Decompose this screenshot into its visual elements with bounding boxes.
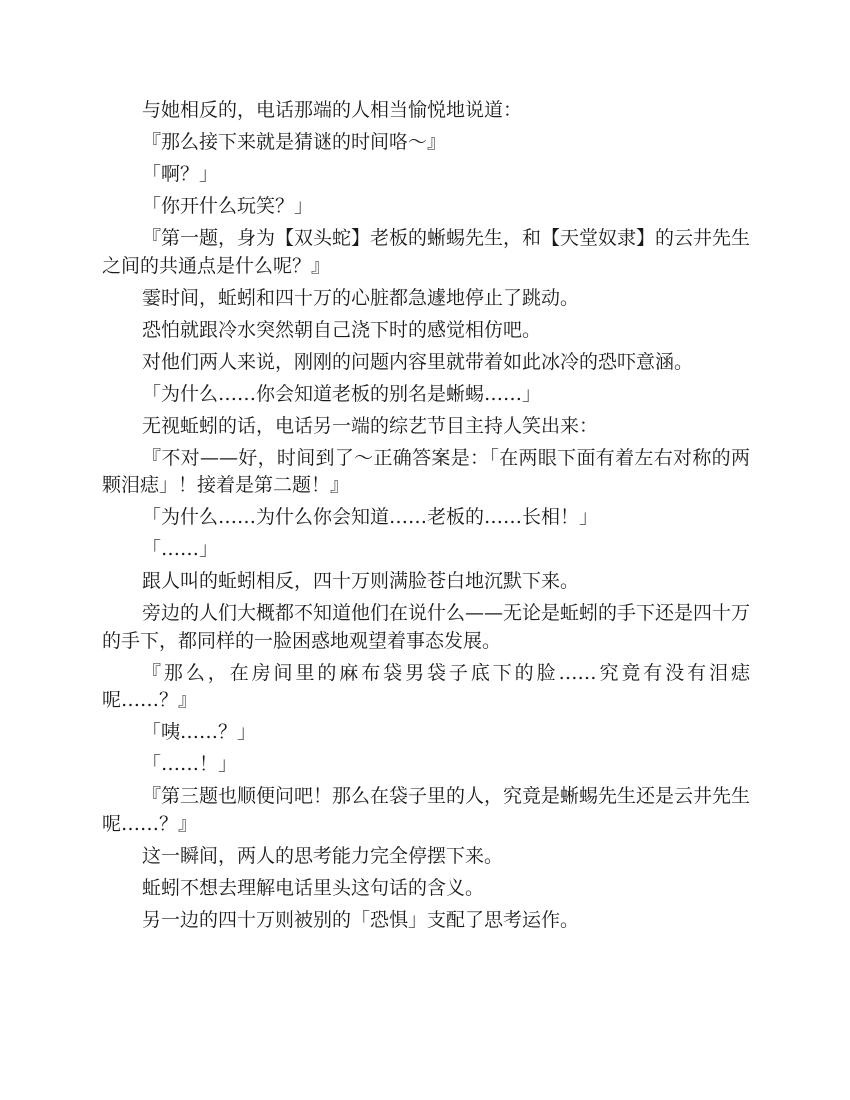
paragraph: 『不对——好，时间到了～正确答案是：「在两眼下面有着左右对称的两颗泪痣」！接着是第二题！』 — [102, 446, 750, 496]
paragraph: 「你开什么玩笑？」 — [142, 195, 314, 217]
paragraph: 『那么接下来就是猜谜的时间咯～』 — [142, 131, 447, 153]
paragraph: 无视蚯蚓的话，电话另一端的综艺节目主持人笑出来： — [142, 414, 599, 437]
paragraph: 跟人叫的蚯蚓相反，四十万则满脸苍白地沉默下来。 — [142, 570, 580, 592]
paragraph: 「啊？」 — [142, 163, 219, 185]
paragraph: 旁边的人们大概都不知道他们在说什么——无论是蚯蚓的手下还是四十万的手下，都同样的一脸困惑地观望着事态发展。 — [102, 602, 751, 652]
paragraph: 「为什么……你会知道老板的别名是蜥蜴……」 — [142, 382, 542, 405]
paragraph: 「为什么……为什么你会知道……老板的……长相！」 — [142, 506, 599, 528]
paragraph: 「……」 — [142, 538, 219, 560]
paragraph: 「咦……？」 — [142, 721, 257, 743]
paragraph: 「……！」 — [142, 753, 238, 775]
paragraph: 『第三题也顺便问吧！那么在袋子里的人，究竟是蜥蜴先生还是云井先生呢……？』 — [102, 785, 751, 835]
paragraph: 另一边的四十万则被别的「恐惧」支配了思考运作。 — [142, 908, 580, 931]
paragraph: 『第一题，身为【双头蛇】老板的蜥蜴先生，和【天堂奴隶】的云井先生之间的共通点是什么呢？』 — [102, 227, 751, 277]
paragraph: 霎时间，蚯蚓和四十万的心脏都急遽地停止了跳动。 — [142, 286, 580, 309]
document-page — [102, 97, 750, 939]
paragraph: 蚯蚓不想去理解电话里头这句话的含义。 — [142, 876, 485, 899]
paragraph: 与她相反的，电话那端的人相当愉悦地说道： — [142, 99, 523, 121]
paragraph: 恐怕就跟冷水突然朝自己浇下时的感觉相仿吧。 — [142, 318, 542, 341]
paragraph: 对他们两人来说，刚刚的问题内容里就带着如此冰冷的恐吓意涵。 — [142, 350, 694, 373]
paragraph: 『那么，在房间里的麻布袋男袋子底下的脸……究竟有没有泪痣呢……？』 — [102, 661, 750, 711]
paragraph: 这一瞬间，两人的思考能力完全停摆下来。 — [142, 844, 504, 867]
